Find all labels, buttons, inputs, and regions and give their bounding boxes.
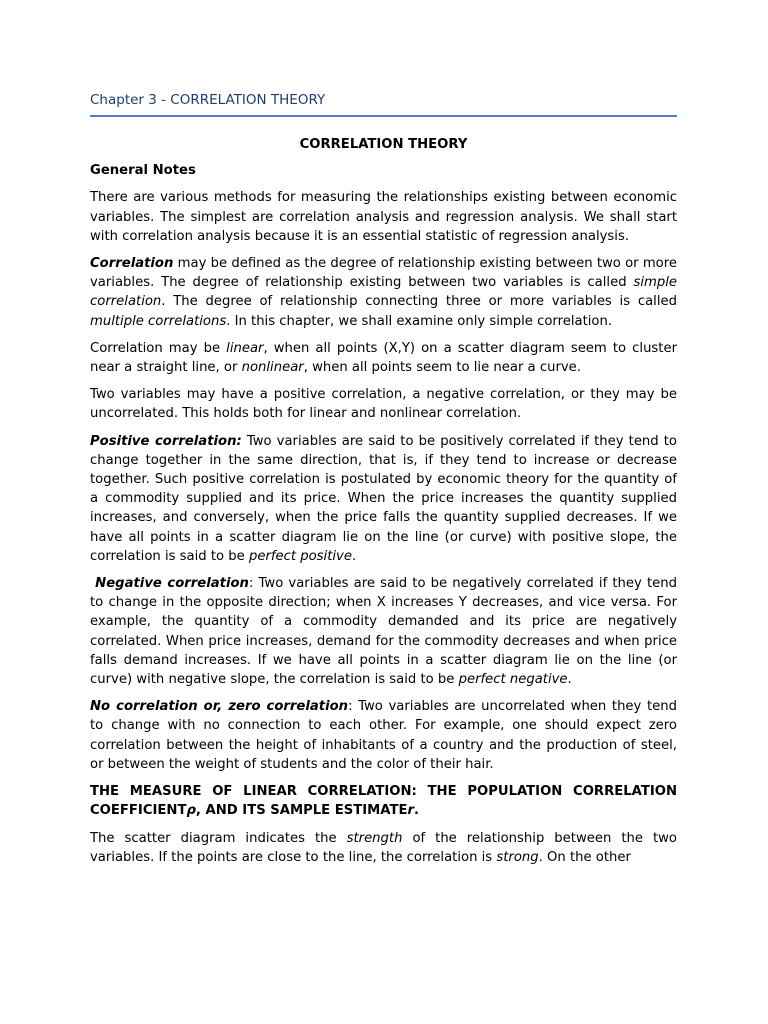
- paragraph-negative-correlation: Negative correlation: Two variables are said to be negatively correlated if they tend to change in the opposite direction; when X increases Y decreases, and vice versa. For example, the quantity of a commodity demanded and its price are negatively correlated. When price increases, demand for the commodity decreases and when price falls demand increases. If we have all points in a scatter diagram lie on the line (or curve) with negative slope, the correlation is said to be perfect negative.: [90, 576, 678, 688]
- paragraph-positive-correlation: Positive correlation: Two variables are said to be positively correlated if they tend to change together in the same direction, that is, if they tend to increase or decrease together. Such positive correlation is postulated by economic theory for the quantity of a commodity supplied and its price. When the price increases the quantity supplied increases, and conversely, when the price falls the quantity supplied decreases. If we have all points in a scatter diagram lie on the line (or curve) with positive slope, the correlation is said to be perfect positive.: [90, 433, 677, 564]
- paragraph-scatter-strength: The scatter diagram indicates the strength of the relationship between the two variables. If the points are close to the line, the correlation is strong. On the other: [90, 830, 677, 865]
- paragraph-correlation-kinds: Two variables may have a positive correlation, a negative correlation, or they may be uncorrelated. This holds both for linear and nonlinear correlation.: [90, 387, 677, 422]
- paragraph-correlation-definition: Correlation may be defined as the degree of relationship existing between two or more variables. The degree of relationship existing between two variables is called simple correlation. The degree of relationship connecting three or more variables is called multiple correlations. In this chapter, we shall examine only simple correlation.: [90, 256, 677, 329]
- rho-symbol: ρ: [186, 803, 196, 819]
- paragraph-linear-nonlinear: Correlation may be linear, when all points (X,Y) on a scatter diagram seem to cluster near a straight line, or nonlinear, when all points seem to lie near a curve.: [90, 340, 677, 376]
- header-rule: [90, 115, 677, 117]
- paragraph-zero-correlation: No correlation or, zero correlation: Two variables are uncorrelated when they tend to change with no connection to each other. For example, one should expect zero correlation between the height of inhabitants of a country and the production of steel, or between the weight of students and the color of their hair.: [90, 699, 677, 772]
- term-correlation: Correlation: [90, 256, 174, 272]
- document-title: CORRELATION THEORY: [299, 137, 468, 152]
- term-positive-correlation: Positive correlation:: [90, 433, 242, 449]
- r-symbol: r: [407, 803, 415, 819]
- section-heading: General Notes: [90, 163, 196, 179]
- section-heading-linear-correlation: THE MEASURE OF LINEAR CORRELATION: THE POPULATION CORRELATION COEFFICIENTρ, AND ITS SAMPLE ESTIMATEr.: [90, 784, 677, 819]
- term-zero-correlation: No correlation or, zero correlation: [90, 699, 349, 715]
- paragraph-intro: There are various methods for measuring the relationships existing between economic variables. The simplest are correlation analysis and regression analysis. We shall start with correlation analysis because it is an essential statistic of regression analysis.: [90, 190, 677, 244]
- chapter-header: Chapter 3 - CORRELATION THEORY: [90, 92, 326, 108]
- term-negative-correlation: Negative correlation: [95, 576, 249, 592]
- document-body: [90, 135, 677, 875]
